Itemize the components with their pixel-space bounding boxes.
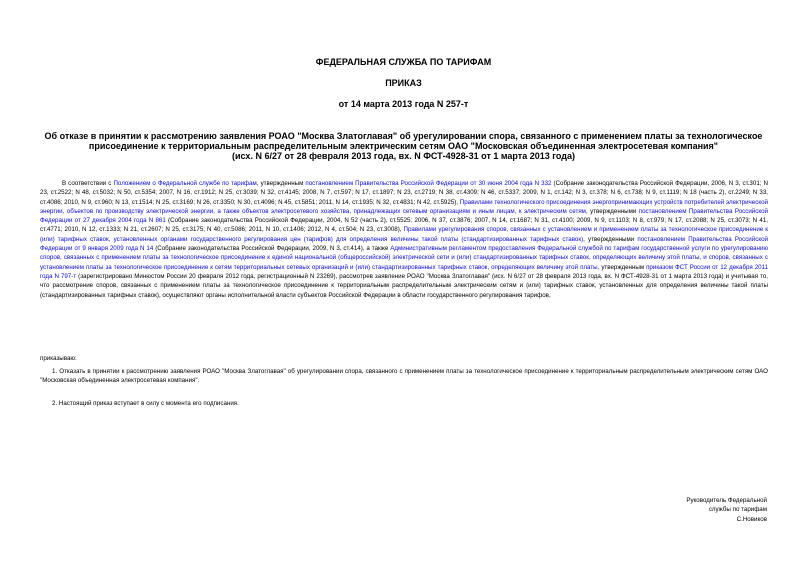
preamble-paragraph [40, 179, 768, 300]
preamble-text: В соответствии с [62, 180, 114, 187]
link-dispute-rules[interactable]: Правилами урегулирования споров, связанных с установлением и применением платы за технологическое присоединение к (или) тарифных ставок, установленных органами государственного регулирования цен (тарифов) для определения величины такой платы (стандартизированных тарифных ставок) [40, 226, 768, 243]
link-admin-regulation[interactable]: Административным регламентом предоставления Федеральной службой по тарифам государственной услуги по урегулированию споров, связанных с применением платы за технологическое присоединение к единой национальной (общероссийской) электрической сети и (или) стандартизированных тарифных ставок, определяющих величину этой платы, и споров, связанных с установлением платы за технологическое присоединение к сетям территориальных сетевых организаций и (или) стандартизированных тарифных ставок, определяющих величину этой платы [40, 245, 768, 271]
preamble-text: , утвержденными [583, 235, 638, 243]
subject-line: (исх. N 6/27 от 28 февраля 2013 года, вх. N ФСТ-4928-31 от 1 марта 2013 года) [232, 151, 575, 161]
signature-name: С.Новиков [736, 515, 767, 523]
document-date: от 14 марта 2013 года N 257-т [338, 99, 469, 109]
order-item-1 [40, 367, 768, 386]
link-fst-regulation[interactable]: Положением о Федеральной службе по тарифам [113, 180, 257, 187]
preamble-text: , утвержденным [597, 263, 647, 271]
preamble-text: (Собрание законодательства Российской Федерации, 2004, N 52 (часть 2), ст.5525; 2006, N 37, ст.3876; 2007, N 14, ст.1687; N 31, ст.4100; 2009, N 9, ст.1103; N 8, ст.979; N 17, ст.2088; N 25, ст.3073; N 41, ст.4771; 2010, N 12, ст.1333; N 21, ст.2607; N 25, ст.3175; N 40, ст.5086; 2011, N 10, ст.1406; 2012, N 4, ст.504; N 23, ст.3008), [40, 217, 768, 234]
signature-block [686, 496, 767, 524]
document-subject [40, 131, 767, 161]
link-decree-861[interactable]: постановлением Правительства Российской Федерации от 27 декабря 2004 года N 861 [40, 207, 769, 225]
link-decree-14[interactable]: постановлением Правительства Российской Федерации от 9 января 2009 года N 14 [40, 235, 768, 253]
preamble-text: (Собрание законодательства Российской Федерации, 2009, N 3, ст.414), а также [153, 245, 391, 253]
order-item-2 [40, 399, 768, 408]
document-type: ПРИКАЗ [385, 78, 422, 88]
subject-line: Об отказе в принятии к рассмотрению заявления РОАО "Москва Златоглавая" об урегулировании спора, связанного с применением платы за технологическое [44, 131, 763, 141]
order-item-text: 1. Отказать в принятии к рассмотрению заявления РОАО "Москва Златоглавая" об урегулировании спора, связанного с применением платы за технологическое присоединение к территориальным распределительным электрическим сетям ОАО "Московская объединенная электросетевая компания". [40, 368, 768, 385]
link-decree-332[interactable]: постановлением Правительства Российской Федерации от 30 июня 2004 года N 332 [305, 180, 552, 187]
preamble-text: , утвержденным [256, 180, 306, 187]
signature-agency: службы по тарифам [708, 506, 767, 514]
signature-position: Руководитель Федеральной [686, 497, 767, 504]
link-connection-rules[interactable]: Правилами технологического присоединения энергопринимающих устройств потребителей электрической энергии, объектов по производству электрической энергии, а также объектов электросетевого хозяйства, принадлежащих сетевым организациям и иным лицам, к электрическим сетям [40, 198, 768, 215]
subject-line: присоединение к территориальным распределительным электрическим сетям ОАО "Московская объединенная электросетевая компания" [88, 141, 719, 151]
preamble-text: (Собрание законодательства Российской Федерации, 2006, N 3, ст.301; N 23, ст.2522; N 48, ст.5032; N 50, ст.5354; 2007, N 16, ст.1912; N 25, ст.3039; N 32, ст.4145; 2008, N 7, ст.597; N 17, ст.1897; N 23, ст.2719; N 38, ст.4309; N 46, ст.5337; 2009, N 1, ст.142; N 3, ст.378; N 6, ст.738; N 9, ст.1119; N 18 (часть 2), ст.2249; N 33, ст.4086; 2010, N 9, ст.960; N 13, ст.1514; N 25, ст.3169; N 26, ст.3350; N 30, ст.4096; N 45, ст.5851; 2011, N 14, ст.1935; N 32, ст.4831; N 42, ст.5925), [40, 180, 768, 206]
order-intro: приказываю: [40, 355, 77, 362]
order-item-text: 2. Настоящий приказ вступает в силу с момента его подписания. [52, 400, 239, 407]
agency-name: ФЕДЕРАЛЬНАЯ СЛУЖБА ПО ТАРИФАМ [315, 57, 492, 67]
preamble-text: (зарегистрировано Минюстом России 20 февраля 2012 года, регистрационный N 23269), рассмотрев заявление РОАО "Москва Златоглавая" (исх. N 6/27 от 28 февраля 2013 года, вх. N ФСТ-4928-31 от 1 марта 2013 года) и учитывая то, что рассмотрение споров, связанных с применением платы за технологическое присоединение к территориальным распределительным электрическим сетям и (или) тарифных ставок, установленных для определения величины такой платы (стандартизированных тарифных ставок), осуществляют органы исполнительной власти субъектов Российской Федерации в области государственного регулирования тарифов, [40, 272, 768, 299]
link-order-797[interactable]: приказом ФСТ России от 12 декабря 2011 года N 797-т [40, 263, 768, 280]
preamble-text: , утвержденными [585, 207, 639, 215]
